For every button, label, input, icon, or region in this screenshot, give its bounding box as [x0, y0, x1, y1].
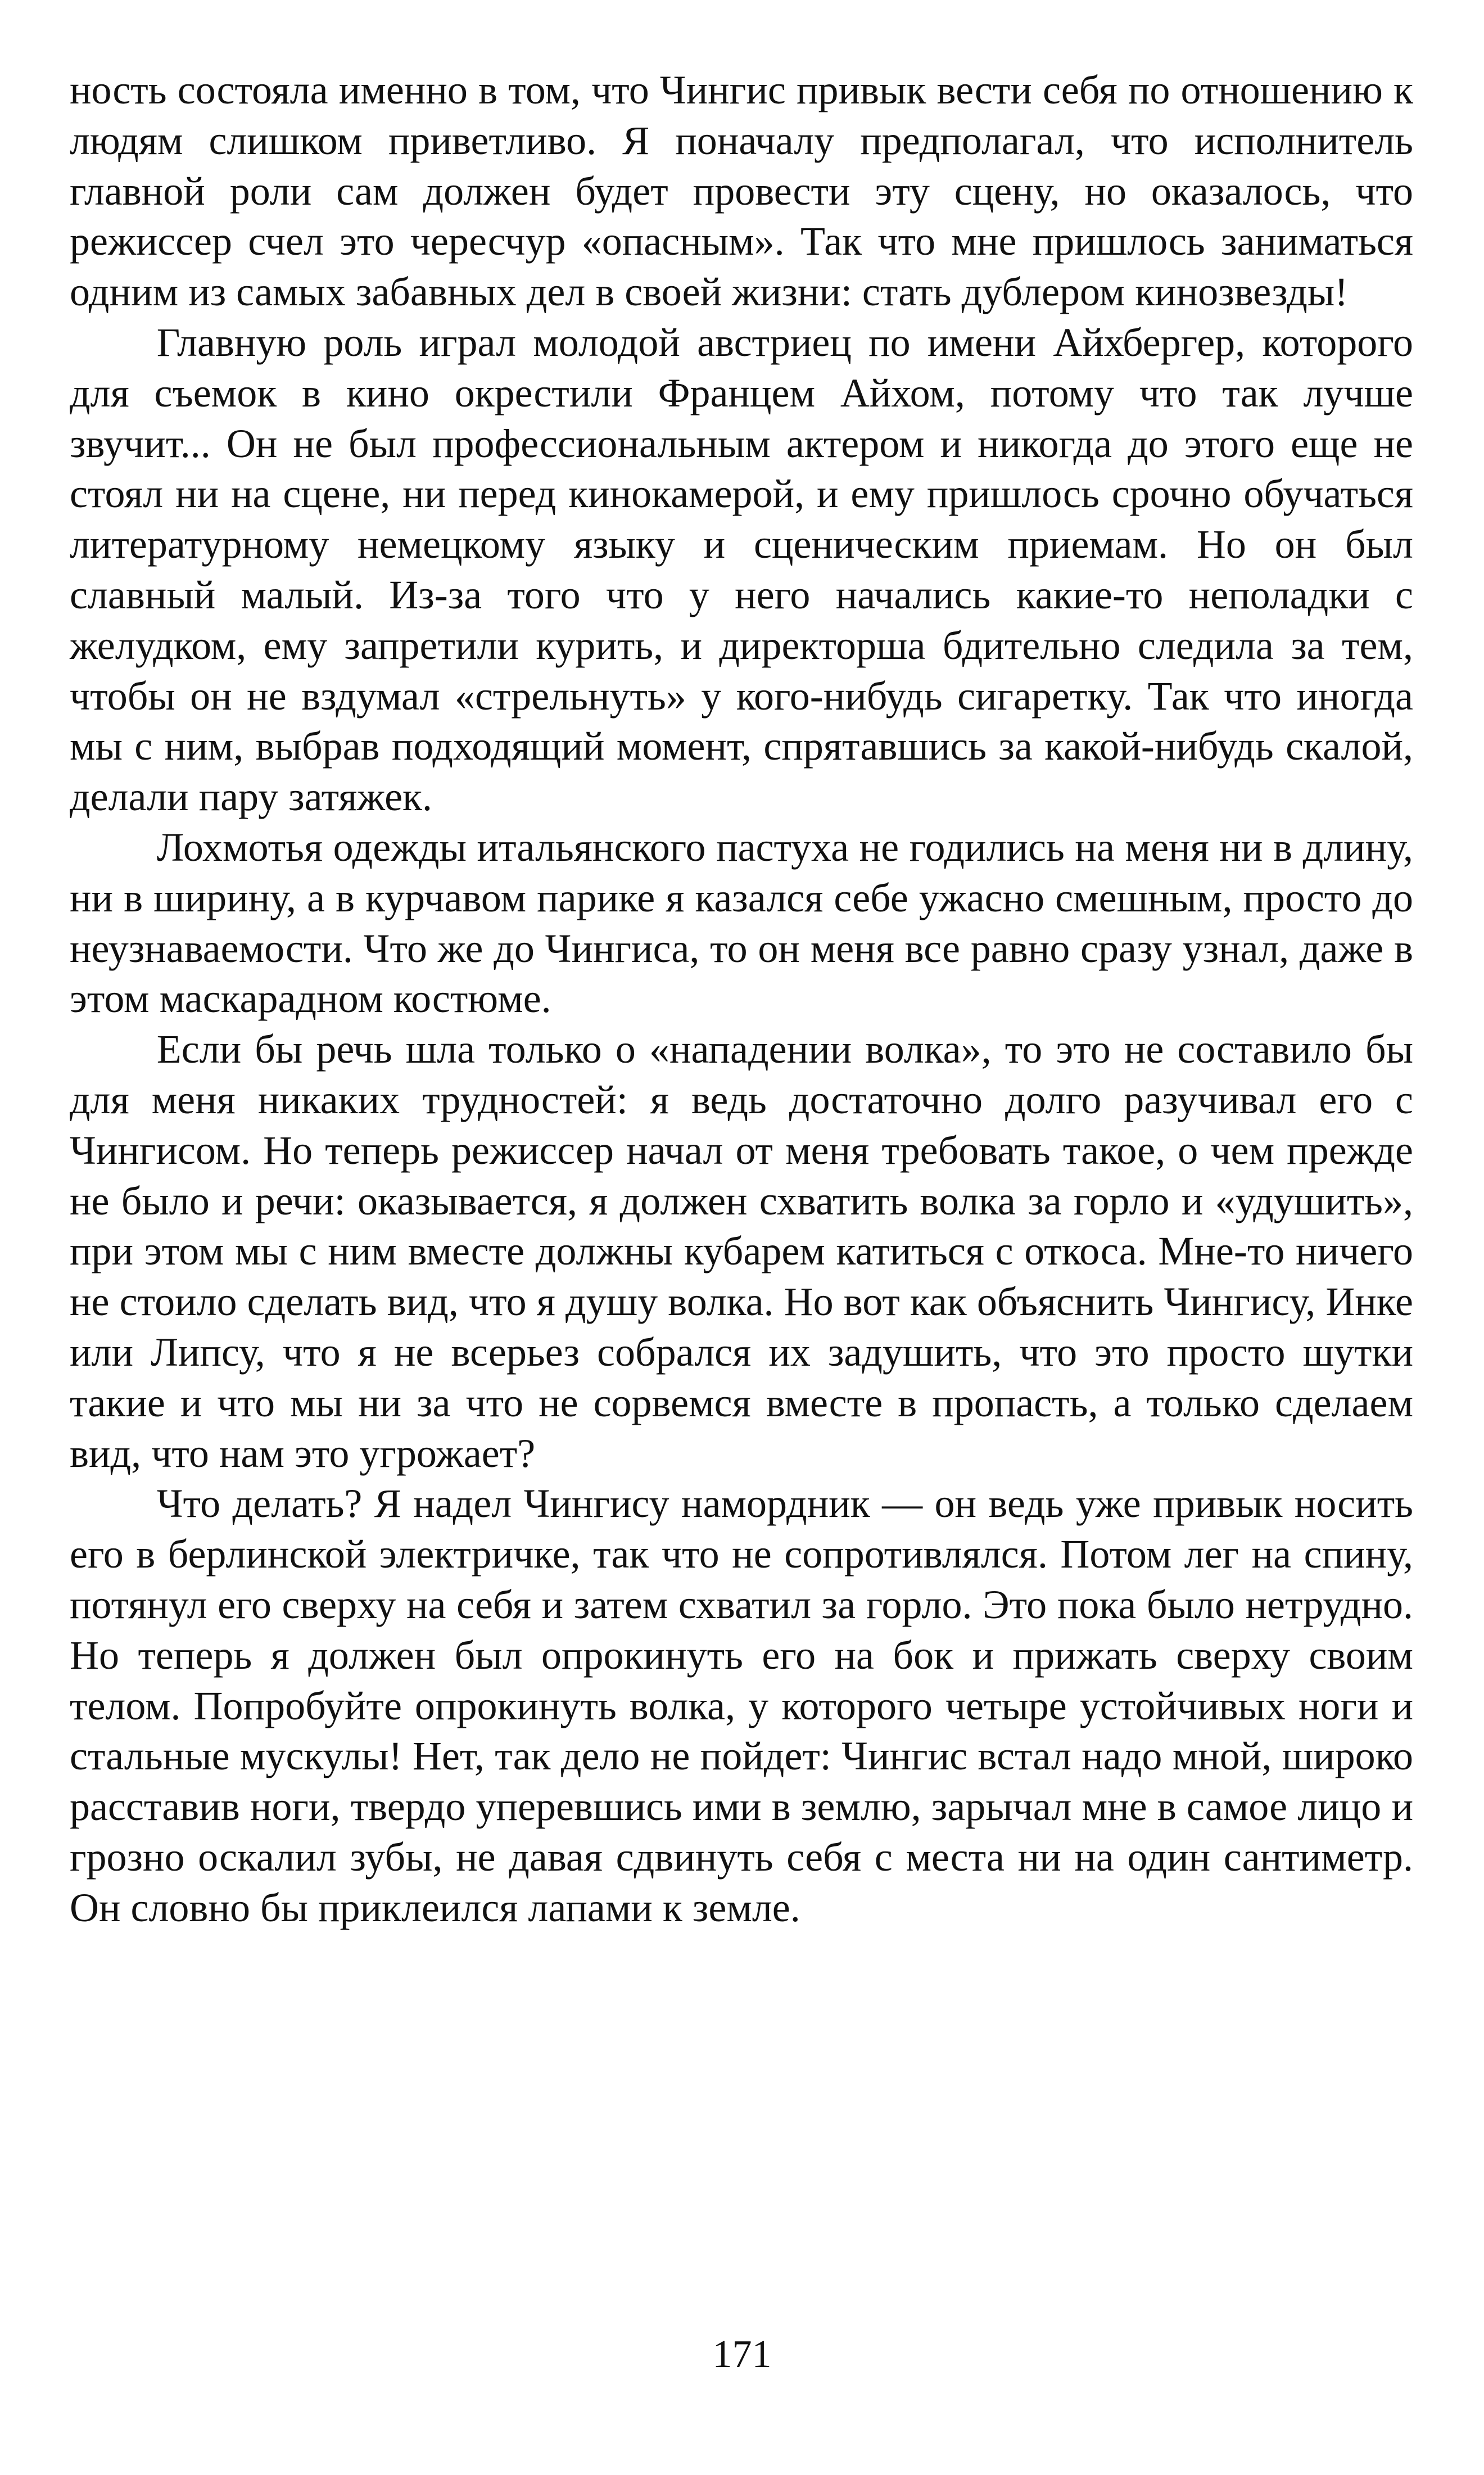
paragraph-continued: ность состояла именно в том, что Чингис привык вести себя по отношению к людям слишком приветливо. Я поначалу предполагал, что исполнитель главной роли сам должен будет провести эту сцену, но оказалось, что режиссер счел это чересчур «опасным». Так что мне пришлось заниматься одним из самых забавных дел в своей жизни: стать дублером кинозвезды!: [70, 67, 1413, 315]
paragraph-costume: Лохмотья одежды итальянского пастуха не годились на меня ни в длину, ни в ширину, а в курчавом парике я казался себе ужасно смешным, просто до неузнаваемости. Что же до Чингиса, то он меня все равно сразу узнал, даже в этом маскарадном костюме.: [70, 824, 1413, 1022]
body-text: [70, 65, 1413, 1933]
paragraph-lead-actor: Главную роль играл молодой австриец по имени Айхбергер, которого для съемок в кино окрестили Францем Айхом, потому что так лучше звучит... Он не был профессиональным актером и никогда до этого еще не стоял ни на сцене, ни перед кинокамерой, и ему пришлось срочно обучаться литературному немецкому языку и сценическим приемам. Но он был славный малый. Из-за того что у него начались какие-то неполадки с желудком, ему запретили курить, и директорша бдительно следила за тем, чтобы он не вздумал «стрельнуть» у кого-нибудь сигаретку. Так что иногда мы с ним, выбрав подходящий момент, спрятавшись за какой-нибудь скалой, делали пару затяжек.: [70, 319, 1413, 820]
page-number: 171: [712, 2333, 772, 2376]
paragraph-wolf-attack: Если бы речь шла только о «нападении волка», то это не составило бы для меня никаких трудностей: я ведь достаточно долго разучивал его с Чингисом. Но теперь режиссер начал от меня требовать такое, о чем прежде не было и речи: оказывается, я должен схватить волка за горло и «удушить», при этом мы с ним вместе должны кубарем катиться с откоса. Мне-то ничего не стоило сделать вид, что я душу волка. Но вот как объяснить Чингису, Инке или Липсу, что я не всерьез собрался их задушить, что это просто шутки такие и что мы ни за что не сорвемся вместе в пропасть, а только сделаем вид, что нам это угрожает?: [70, 1027, 1413, 1476]
paragraph-muzzle: Что делать? Я надел Чингису намордник — он ведь уже привык носить его в берлинской электричке, так что не сопротивлялся. Потом лег на спину, потянул его сверху на себя и затем схватил за горло. Это пока было нетрудно. Но теперь я должен был опрокинуть его на бок и прижать сверху своим телом. Попробуйте опрокинуть волка, у которого четыре устойчивых ноги и стальные мускулы! Нет, так дело не пойдет: Чингис встал надо мной, широко расставив ноги, твердо уперевшись ими в землю, зарычал мне в самое лицо и грозно оскалил зубы, не давая сдвинуть себя с места ни на один сантиметр. Он словно бы приклеился лапами к земле.: [70, 1481, 1413, 1930]
